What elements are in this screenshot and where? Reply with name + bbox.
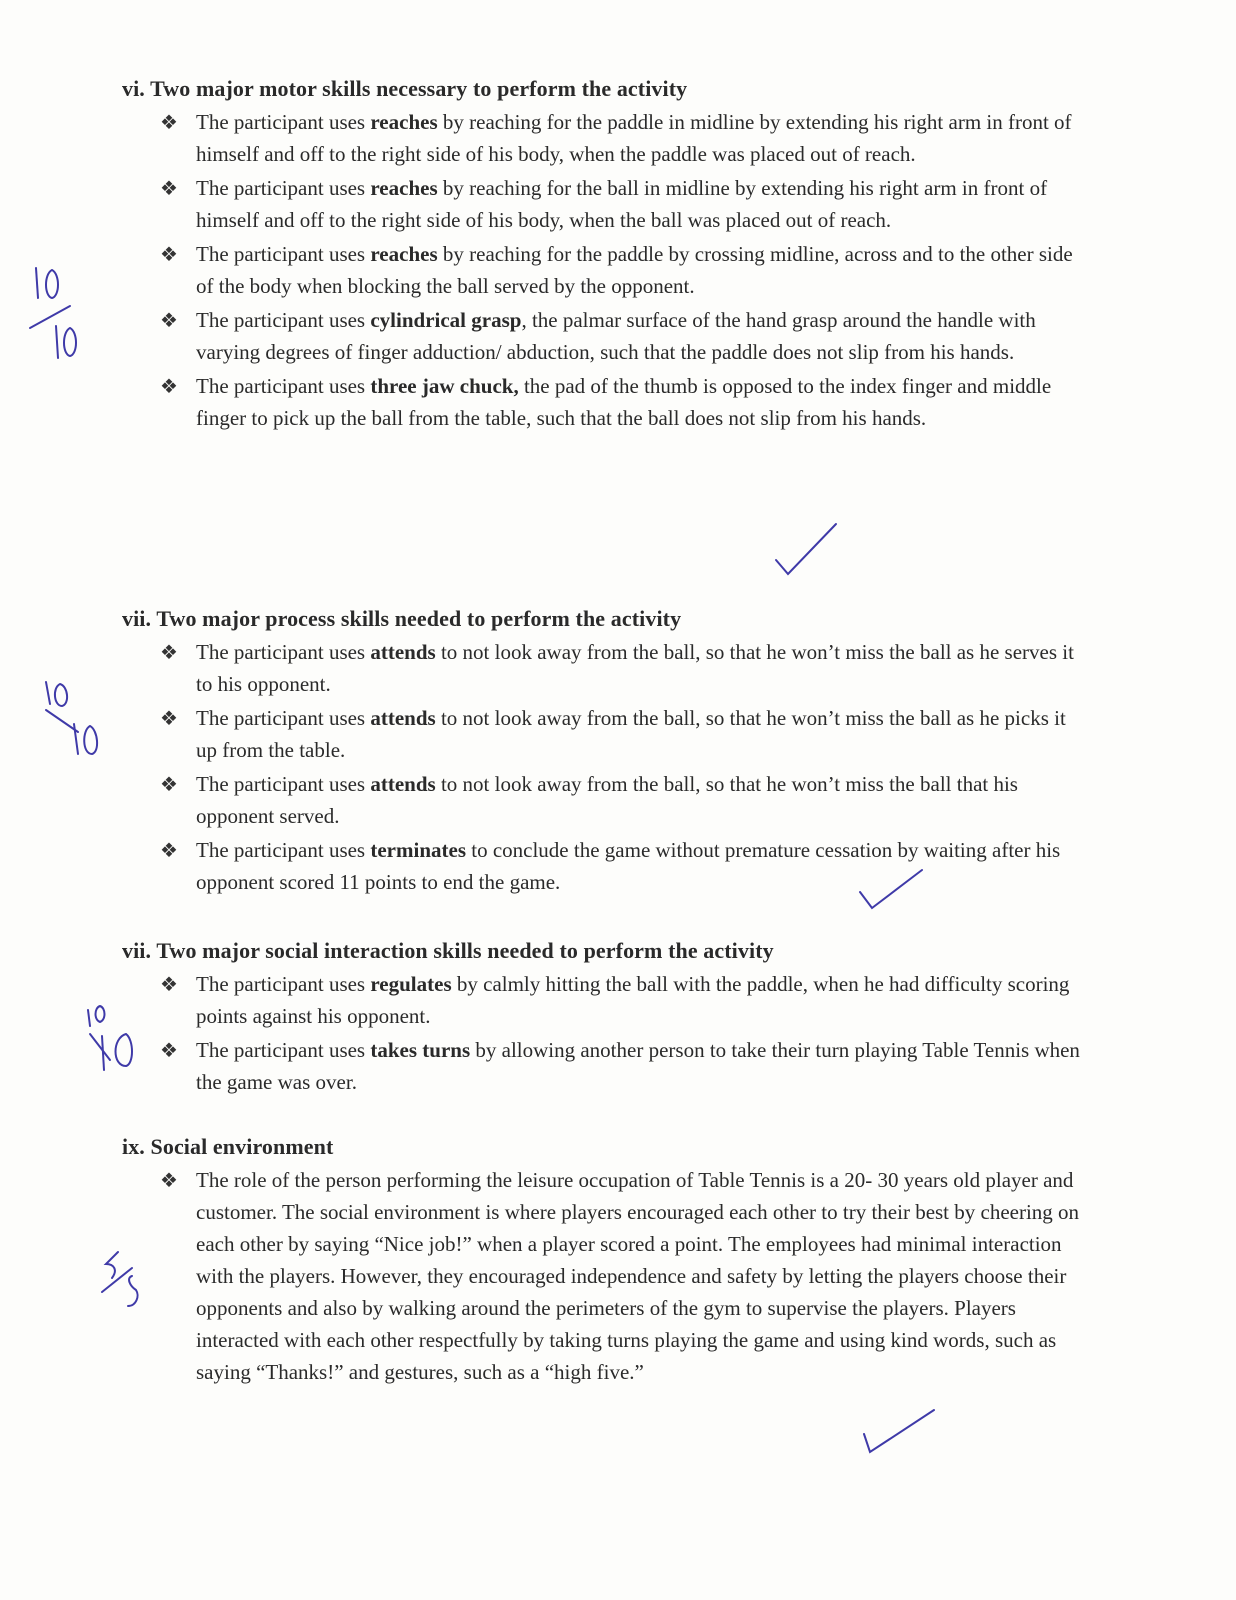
checkmark-icon	[860, 1406, 940, 1456]
handwritten-score-3	[80, 1000, 150, 1080]
diamond-bullet-icon: ❖	[160, 1038, 178, 1062]
diamond-bullet-icon: ❖	[160, 176, 178, 200]
diamond-bullet-icon: ❖	[160, 308, 178, 332]
section-heading: vii. Two major process skills needed to perform the activity	[122, 606, 682, 631]
section-heading: ix. Social environment	[122, 1134, 334, 1159]
list-item: ❖ The participant uses attends to not look away from the ball, so that he won’t miss the ball as he serves it to his opponent.	[160, 636, 1082, 700]
diamond-bullet-icon: ❖	[160, 374, 178, 398]
handwritten-score-1	[22, 262, 92, 362]
diamond-bullet-icon: ❖	[160, 110, 178, 134]
diamond-bullet-icon: ❖	[160, 838, 178, 862]
list-item: ❖ The role of the person performing the leisure occupation of Table Tennis is a 20- 30 years old player and customer. The social environment is where players encouraged each other to try their best by cheering on each other by saying “Nice job!” when a player scored a point. The employees had minimal interaction with the players. However, they encouraged independence and safety by letting the players choose their opponents and also by walking around the perimeters of the gym to supervise the players. Players interacted with each other respectfully by taking turns playing the game and using kind words, such as saying “Thanks!” and gestures, such as a “high five.”	[160, 1164, 1082, 1388]
list-item: ❖ The participant uses reaches by reaching for the paddle in midline by extending his right arm in front of himself and off to the right side of his body, when the paddle was placed out of reach.	[160, 106, 1082, 170]
section-heading: vii. Two major social interaction skills needed to perform the activity	[122, 938, 774, 963]
list-item: ❖ The participant uses attends to not look away from the ball, so that he won’t miss the ball that his opponent served.	[160, 768, 1082, 832]
diamond-bullet-icon: ❖	[160, 242, 178, 266]
section-process-skills	[122, 606, 1082, 900]
list-item: ❖ The participant uses three jaw chuck, the pad of the thumb is opposed to the index finger and middle finger to pick up the ball from the table, such that the ball does not slip from his hands.	[160, 370, 1082, 434]
section-social-interaction-skills	[122, 938, 1082, 1100]
bullet-list	[122, 636, 1082, 898]
list-item: ❖ The participant uses terminates to conclude the game without premature cessation by waiting after his opponent scored 11 points to end the game.	[160, 834, 1082, 898]
handwritten-score-2	[38, 674, 108, 764]
diamond-bullet-icon: ❖	[160, 640, 178, 664]
list-item: ❖ The participant uses regulates by calmly hitting the ball with the paddle, when he had difficulty scoring points against his opponent.	[160, 968, 1082, 1032]
handwritten-score-4	[96, 1248, 156, 1318]
diamond-bullet-icon: ❖	[160, 972, 178, 996]
diamond-bullet-icon: ❖	[160, 706, 178, 730]
bullet-list	[122, 1164, 1082, 1388]
list-item: ❖ The participant uses takes turns by allowing another person to take their turn playing Table Tennis when the game was over.	[160, 1034, 1082, 1098]
diamond-bullet-icon: ❖	[160, 1168, 178, 1192]
list-item: ❖ The participant uses reaches by reaching for the ball in midline by extending his right arm in front of himself and off to the right side of his body, when the ball was placed out of reach.	[160, 172, 1082, 236]
section-social-environment	[122, 1134, 1082, 1390]
section-motor-skills	[122, 76, 1082, 436]
bullet-list	[122, 106, 1082, 434]
diamond-bullet-icon: ❖	[160, 772, 178, 796]
checkmark-icon	[772, 520, 842, 580]
list-item: ❖ The participant uses cylindrical grasp, the palmar surface of the hand grasp around the handle with varying degrees of finger adduction/ abduction, such that the paddle does not slip from his hands.	[160, 304, 1082, 368]
section-heading: vi. Two major motor skills necessary to perform the activity	[122, 76, 688, 101]
checkmark-icon	[858, 866, 928, 916]
list-item: ❖ The participant uses reaches by reaching for the paddle by crossing midline, across and to the other side of the body when blocking the ball served by the opponent.	[160, 238, 1082, 302]
list-item: ❖ The participant uses attends to not look away from the ball, so that he won’t miss the ball as he picks it up from the table.	[160, 702, 1082, 766]
bullet-list	[122, 968, 1082, 1098]
